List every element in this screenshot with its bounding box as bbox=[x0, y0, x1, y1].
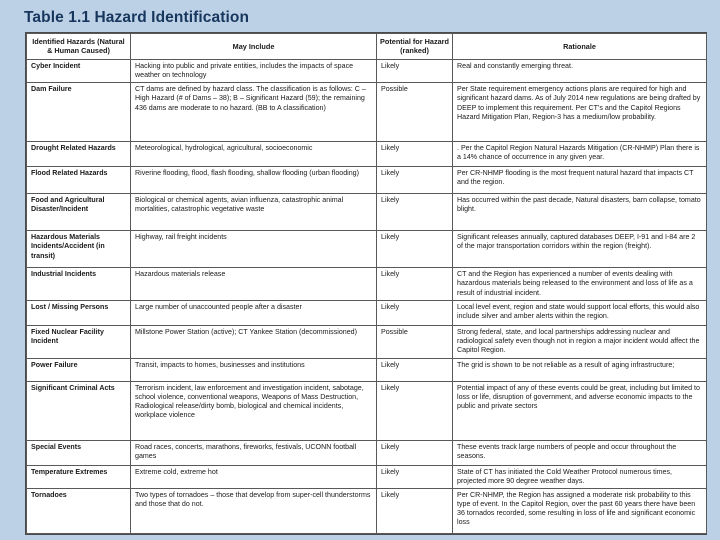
cell-rationale: Significant releases annually, captured databases DEEP, I-91 and I-84 are 2 of the major transportation corridors within the region (freight). bbox=[453, 231, 707, 268]
hazard-identification-table bbox=[26, 33, 707, 534]
table-row bbox=[27, 300, 707, 325]
cell-potential-for-hazard: Possible bbox=[377, 83, 453, 142]
table-row bbox=[27, 194, 707, 231]
table-header-row bbox=[27, 34, 707, 60]
cell-potential-for-hazard: Likely bbox=[377, 440, 453, 465]
cell-rationale: The grid is shown to be not reliable as a result of aging infrastructure; bbox=[453, 358, 707, 381]
cell-potential-for-hazard: Likely bbox=[377, 465, 453, 488]
cell-may-include: Hazardous materials release bbox=[131, 268, 377, 300]
cell-may-include: Riverine flooding, flood, flash flooding, shallow flooding (urban flooding) bbox=[131, 167, 377, 194]
cell-identified-hazard: Fixed Nuclear Facility Incident bbox=[27, 325, 131, 358]
cell-potential-for-hazard: Likely bbox=[377, 381, 453, 440]
table-row bbox=[27, 142, 707, 167]
cell-potential-for-hazard: Likely bbox=[377, 167, 453, 194]
table-row bbox=[27, 325, 707, 358]
cell-rationale: Strong federal, state, and local partnerships addressing nuclear and radiological safety even though not in region a major incident would affect the Capitol Region. bbox=[453, 325, 707, 358]
cell-potential-for-hazard: Likely bbox=[377, 194, 453, 231]
cell-rationale: . Per the Capitol Region Natural Hazards Mitigation (CR-NHMP) Plan there is a 14% chance of occurrence in any given year. bbox=[453, 142, 707, 167]
cell-rationale: Has occurred within the past decade, Natural disasters, barn collapse, tomato blight. bbox=[453, 194, 707, 231]
cell-rationale: Per CR-NHMP flooding is the most frequent natural hazard that impacts CT and the region. bbox=[453, 167, 707, 194]
cell-identified-hazard: Food and Agricultural Disaster/Incident bbox=[27, 194, 131, 231]
cell-identified-hazard: Dam Failure bbox=[27, 83, 131, 142]
table-row bbox=[27, 59, 707, 82]
cell-potential-for-hazard: Likely bbox=[377, 268, 453, 300]
table-row bbox=[27, 465, 707, 488]
cell-may-include: Highway, rail freight incidents bbox=[131, 231, 377, 268]
table-header bbox=[27, 34, 707, 60]
cell-may-include: Biological or chemical agents, avian influenza, catastrophic animal mortalities, catastrophic vegetative waste bbox=[131, 194, 377, 231]
cell-identified-hazard: Tornadoes bbox=[27, 488, 131, 533]
cell-identified-hazard: Drought Related Hazards bbox=[27, 142, 131, 167]
cell-identified-hazard: Significant Criminal Acts bbox=[27, 381, 131, 440]
cell-identified-hazard: Special Events bbox=[27, 440, 131, 465]
cell-identified-hazard: Flood Related Hazards bbox=[27, 167, 131, 194]
table-row bbox=[27, 381, 707, 440]
cell-potential-for-hazard: Likely bbox=[377, 231, 453, 268]
cell-rationale: Local level event, region and state would support local efforts, this would also include silver and amber alerts within the region. bbox=[453, 300, 707, 325]
cell-potential-for-hazard: Likely bbox=[377, 488, 453, 533]
table-row bbox=[27, 268, 707, 300]
table-body bbox=[27, 59, 707, 533]
cell-may-include: Millstone Power Station (active); CT Yankee Station (decommissioned) bbox=[131, 325, 377, 358]
cell-identified-hazard: Industrial Incidents bbox=[27, 268, 131, 300]
cell-rationale: CT and the Region has experienced a number of events dealing with hazardous materials being released to the environment and loss of life as a result of industrial incident. bbox=[453, 268, 707, 300]
cell-rationale: Per State requirement emergency actions plans are required for high and significant hazard dams. As of July 2014 new regulations are being drafted by DEEP to implement this requirement. Per CT's and the Capitol Regions Hazard Mitigation Plan, Region-3 has a medium/low probability. bbox=[453, 83, 707, 142]
cell-potential-for-hazard: Possible bbox=[377, 325, 453, 358]
cell-rationale: These events track large numbers of people and occur throughout the seasons. bbox=[453, 440, 707, 465]
cell-rationale: Potential impact of any of these events could be great, including but limited to loss or life, disruption of government, and adverse economic impacts to the public and private sectors bbox=[453, 381, 707, 440]
page-title: Table 1.1 Hazard Identification bbox=[24, 9, 250, 26]
column-header-potential-for-hazard: Potential for Hazard (ranked) bbox=[377, 34, 453, 60]
table-row bbox=[27, 167, 707, 194]
column-header-identified-hazards: Identified Hazards (Natural & Human Caused) bbox=[27, 34, 131, 60]
hazard-identification-table-container bbox=[25, 32, 707, 535]
cell-may-include: Extreme cold, extreme hot bbox=[131, 465, 377, 488]
cell-may-include: Two types of tornadoes – those that develop from super-cell thunderstorms and those that do not. bbox=[131, 488, 377, 533]
cell-potential-for-hazard: Likely bbox=[377, 142, 453, 167]
table-row bbox=[27, 83, 707, 142]
cell-identified-hazard: Cyber Incident bbox=[27, 59, 131, 82]
cell-identified-hazard: Power Failure bbox=[27, 358, 131, 381]
cell-potential-for-hazard: Likely bbox=[377, 59, 453, 82]
table-row bbox=[27, 231, 707, 268]
cell-potential-for-hazard: Likely bbox=[377, 358, 453, 381]
column-header-rationale: Rationale bbox=[453, 34, 707, 60]
table-row bbox=[27, 488, 707, 533]
table-row bbox=[27, 440, 707, 465]
cell-identified-hazard: Hazardous Materials Incidents/Accident (in transit) bbox=[27, 231, 131, 268]
table-row bbox=[27, 358, 707, 381]
cell-identified-hazard: Lost / Missing Persons bbox=[27, 300, 131, 325]
cell-may-include: Transit, impacts to homes, businesses and institutions bbox=[131, 358, 377, 381]
cell-identified-hazard: Temperature Extremes bbox=[27, 465, 131, 488]
cell-may-include: Road races, concerts, marathons, fireworks, festivals, UCONN football games bbox=[131, 440, 377, 465]
cell-may-include: Terrorism incident, law enforcement and investigation incident, sabotage, school violence, conventional weapons, Weapons of Mass Destruction, Radiological release/dirty bomb, biological and chemical incidents, workplace violence bbox=[131, 381, 377, 440]
cell-may-include: Meteorological, hydrological, agricultural, socioeconomic bbox=[131, 142, 377, 167]
cell-rationale: State of CT has initiated the Cold Weather Protocol numerous times, projected more 90 degree weather days. bbox=[453, 465, 707, 488]
cell-rationale: Real and constantly emerging threat. bbox=[453, 59, 707, 82]
cell-may-include: Hacking into public and private entities, includes the impacts of space weather on technology bbox=[131, 59, 377, 82]
cell-may-include: CT dams are defined by hazard class. The classification is as follows: C – High Hazard (# of Dams – 38); B – Significant Hazard (59); the remaining 436 dams are moderate to no hazard. (BB to A classification) bbox=[131, 83, 377, 142]
cell-potential-for-hazard: Likely bbox=[377, 300, 453, 325]
cell-rationale: Per CR-NHMP, the Region has assigned a moderate risk probability to this type of event. In the Capitol Region, over the past 60 years there have been 36 tornados recorded, some resulting in loss of life and significant economic loss bbox=[453, 488, 707, 533]
column-header-may-include: May Include bbox=[131, 34, 377, 60]
cell-may-include: Large number of unaccounted people after a disaster bbox=[131, 300, 377, 325]
